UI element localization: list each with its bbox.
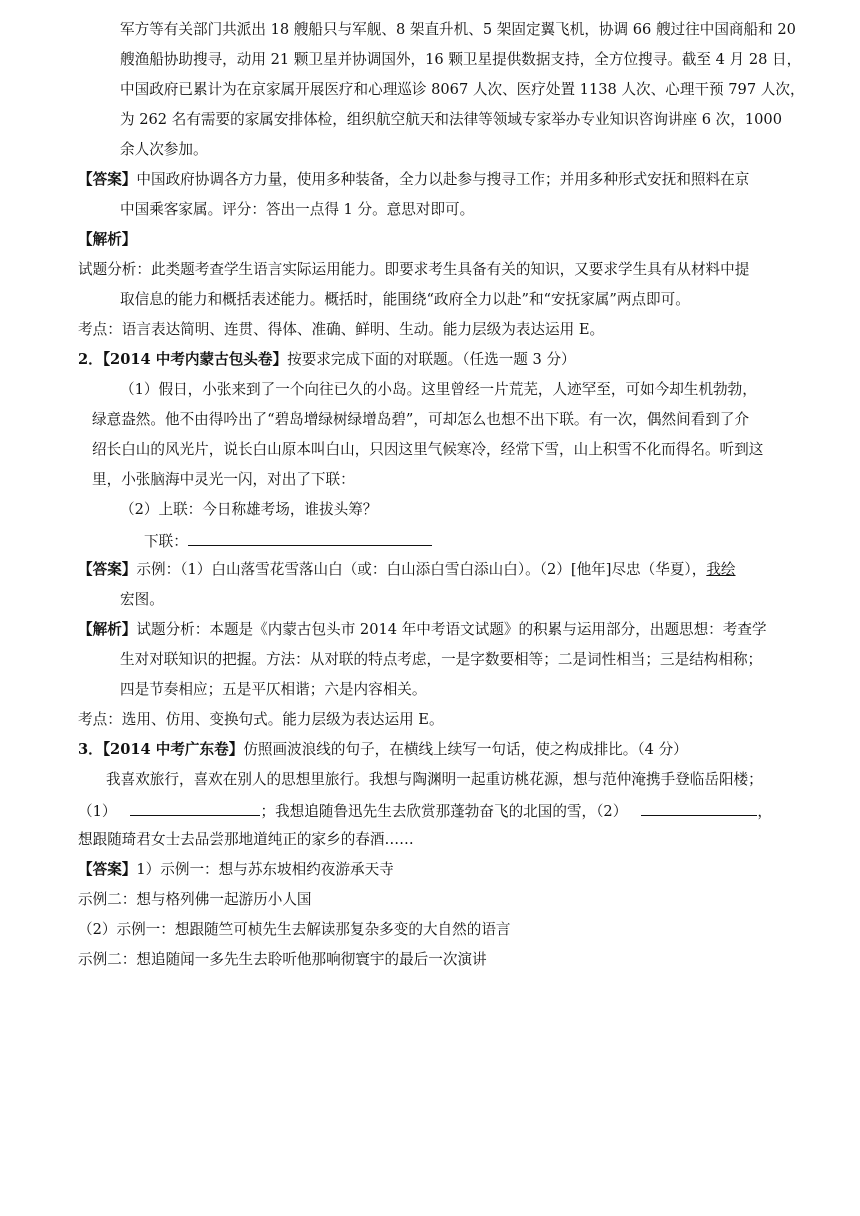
answer-3 <box>78 860 394 880</box>
material-line-2: 艘渔船协助搜寻，动用 21 颗卫星并协调国外，16 颗卫星提供数据支持，全方位搜寻。截至 4 月 28 日， <box>120 51 802 68</box>
answer-blank <box>130 800 260 816</box>
answer-3-c: （2）示例一：想跟随竺可桢先生去解读那复杂多变的大自然的语言 <box>78 921 511 938</box>
answer-3-b: 示例二：想与格列佛一起游历小人国 <box>78 891 312 908</box>
analysis-1-b: 取信息的能力和概括表述能力。概括时，能围绕“政府全力以赴”和“安抚家属”两点即可。 <box>120 291 690 308</box>
analysis-tag: 【解析】 <box>78 621 137 638</box>
xialian-line <box>144 530 432 552</box>
question-2 <box>78 350 576 370</box>
question-2-para-1c: 绍长白山的风光片，说长白山原本叫白山，只因这里气候寒冷，经常下雪，山上积雪不化而得名。听到这 <box>92 441 764 458</box>
answer-3-d: 示例二：想追随闻一多先生去聆听他那响彻寰宇的最后一次演讲 <box>78 951 487 968</box>
analysis-2-c: 四是节奏相应；五是平仄相谐；六是内容相关。 <box>120 681 427 698</box>
xialian-label: 下联： <box>144 533 188 550</box>
answer-blank <box>641 800 757 816</box>
answer-1 <box>78 170 749 190</box>
question-3-text: 仿照画波浪线的句子，在横线上续写一句话，使之构成排比。（4 分） <box>243 741 688 758</box>
question-2-source: 【2014 中考内蒙古包头卷】 <box>102 351 288 368</box>
question-3-para-3: 想跟随琦君女士去品尝那地道纯正的家乡的春酒…… <box>78 831 414 848</box>
analysis-heading: 【解析】 <box>78 231 137 248</box>
question-2-number: 2． <box>78 351 103 368</box>
question-2-part-2: （2）上联：今日称雄考场，谁拔头筹？ <box>120 501 378 518</box>
material-line-4: 为 262 名有需要的家属安排体检，组织航空航天和法律等领域专家举办专业知识咨询讲座 6 次，1000 <box>120 111 782 128</box>
question-3-number: 3． <box>78 741 103 758</box>
question-3-source: 【2014 中考广东卷】 <box>102 741 244 758</box>
material-line-1: 军方等有关部门共派出 18 艘船只与军舰、8 架直升机、5 架固定翼飞机，协调 66 艘过往中国商船和 20 <box>120 21 796 38</box>
answer-2 <box>78 560 736 580</box>
answer-1-text: 中国政府协调各方力量，使用多种装备，全力以赴参与搜寻工作；并用多种形式安抚和照料在京 <box>136 171 750 188</box>
answer-blank <box>188 530 432 546</box>
material-line-5: 余人次参加。 <box>120 141 208 158</box>
question-2-para-1b: 绿意盎然。他不由得吟出了“碧岛增绿树绿增岛碧”，可却怎么也想不出下联。有一次，偶然间看到了介 <box>92 411 750 428</box>
question-3-para-1: 我喜欢旅行，喜欢在别人的思想里旅行。我想与陶渊明一起重访桃花源，想与范仲淹携手登临岳阳楼； <box>106 771 763 788</box>
material-line-3: 中国政府已累计为在京家属开展医疗和心理巡诊 8067 人次、医疗处置 1138 人次、心理干预 797 人次， <box>120 81 805 98</box>
answer-2-cont: 宏图。 <box>120 591 164 608</box>
answer-2-text: 示例：（1）白山落雪花雪落山白（或：白山添白雪白添山白）。（2）[他年]尽忠（华夏）， <box>136 561 707 578</box>
blank-1-label: （1） <box>78 803 117 820</box>
answer-1-cont: 中国乘客家属。评分：答出一点得 1 分。意思对即可。 <box>120 201 475 218</box>
analysis-2 <box>78 620 767 640</box>
answer-2-underlined: 我绘 <box>706 561 736 578</box>
question-3-end: ， <box>757 803 772 820</box>
answer-tag: 【答案】 <box>78 561 137 578</box>
question-3-blanks-line <box>78 800 772 822</box>
analysis-1-a: 试题分析：此类题考查学生语言实际运用能力。即要求考生具备有关的知识，又要求学生具有从材料中提 <box>78 261 750 278</box>
question-2-para-1d: 里，小张脑海中灵光一闪，对出了下联： <box>92 471 355 488</box>
answer-tag: 【答案】 <box>78 171 137 188</box>
analysis-2-a: 试题分析：本题是《内蒙古包头市 2014 年中考语文试题》的积累与运用部分，出题思想：考查学 <box>136 621 767 638</box>
question-2-para-1a: （1）假日，小张来到了一个向往已久的小岛。这里曾经一片荒芜，人迹罕至，可如今却生机勃勃， <box>120 381 757 398</box>
kaodian-1: 考点：语言表达简明、连贯、得体、准确、鲜明、生动。能力层级为表达运用 E。 <box>78 321 605 338</box>
kaodian-2: 考点：选用、仿用、变换句式。能力层级为表达运用 E。 <box>78 711 444 728</box>
answer-3-text: 1）示例一：想与苏东坡相约夜游承天寺 <box>136 861 394 878</box>
question-3 <box>78 740 688 760</box>
answer-tag: 【答案】 <box>78 861 137 878</box>
question-3-mid: ；我想追随鲁迅先生去欣赏那蓬勃奋飞的北国的雪，（2） <box>260 803 628 820</box>
question-2-text: 按要求完成下面的对联题。（任选一题 3 分） <box>287 351 576 368</box>
analysis-2-b: 生对对联知识的把握。方法：从对联的特点考虑，一是字数要相等；二是词性相当；三是结构相称； <box>120 651 763 668</box>
